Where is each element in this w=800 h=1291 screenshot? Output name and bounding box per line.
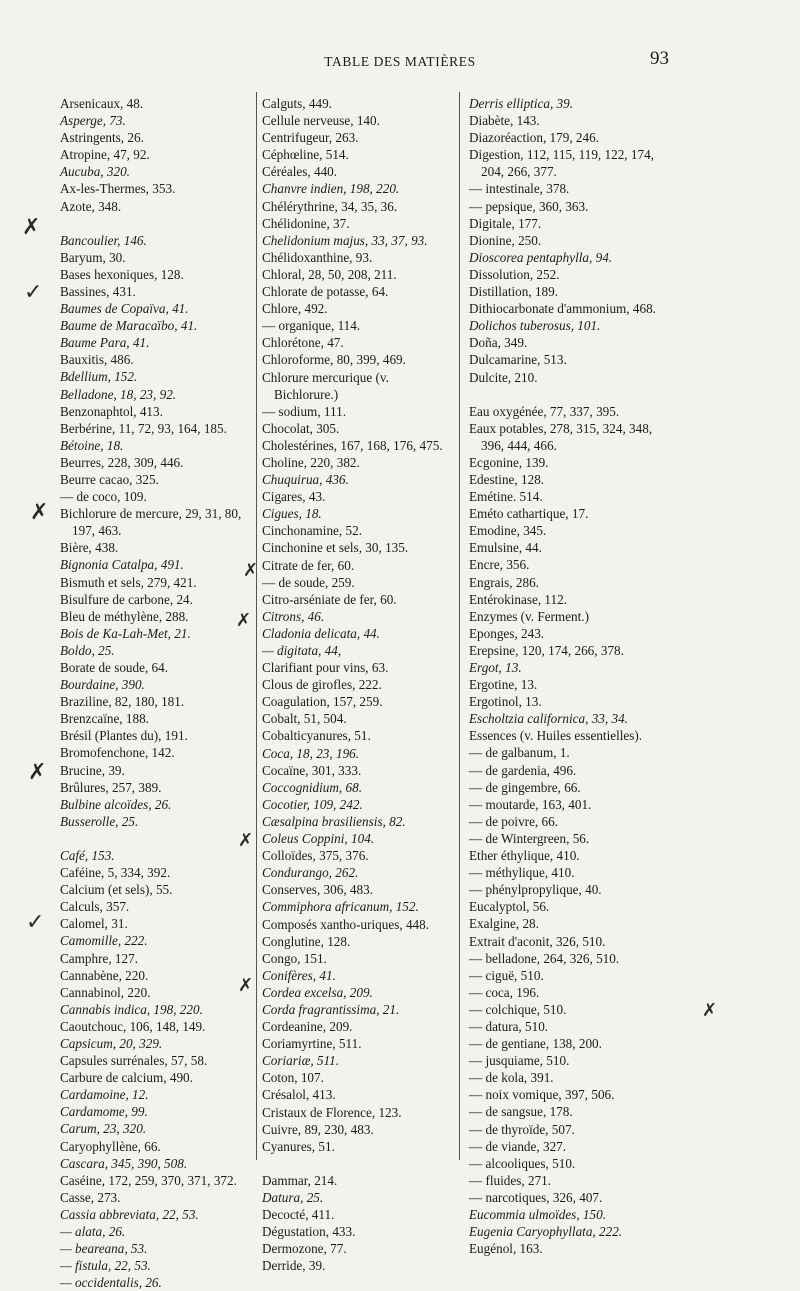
index-entry: Cigares, 43.	[262, 489, 326, 505]
page-header	[0, 48, 800, 72]
index-entry: Baumes de Copaïva, 41.	[60, 301, 189, 317]
index-entry: Diabète, 143.	[469, 113, 540, 129]
index-entry: Enzymes (v. Ferment.)	[469, 608, 589, 624]
index-entry: — colchique, 510.	[469, 1001, 567, 1017]
letter-section-gap	[262, 1155, 452, 1172]
index-entry: Dioscorea pentaphylla, 94.	[469, 249, 613, 265]
index-entry: — intestinale, 378.	[469, 181, 570, 197]
handwritten-check-mark: ✗	[30, 500, 49, 525]
index-entry: Aucuba, 320.	[60, 164, 130, 180]
index-entry: Chélidoxanthine, 93.	[262, 249, 373, 265]
index-entry: Essences (v. Huiles essentielles).	[469, 728, 643, 744]
index-entry: — narcotiques, 326, 407.	[469, 1189, 603, 1205]
index-entry: — de gardenia, 496.	[469, 762, 577, 778]
index-entry: Caryophyllène, 66.	[60, 1138, 161, 1154]
index-entry: Céphœline, 514.	[262, 147, 349, 163]
index-entry: Eucalyptol, 56.	[469, 899, 550, 915]
index-entry: Cladonia delicata, 44.	[262, 625, 380, 641]
index-entry: Chocolat, 305.	[262, 420, 340, 436]
index-entry: Café, 153.	[60, 847, 115, 863]
index-entry: — méthylique, 410.	[469, 865, 575, 881]
index-entry: Busserolle, 25.	[60, 813, 139, 829]
index-entry: Capsicum, 20, 329.	[60, 1035, 163, 1051]
index-entry: Ergot, 13.	[469, 660, 522, 675]
index-entry: Boldo, 25.	[60, 642, 115, 658]
index-entry: — digitata, 44,	[262, 643, 342, 658]
index-entry: Arsenicaux, 48.	[60, 96, 144, 111]
index-entry: Braziline, 82, 180, 181.	[60, 694, 185, 710]
index-entry: Bétoine, 18.	[60, 437, 124, 453]
index-entry: Dithiocarbonate d'ammonium, 468.	[469, 301, 656, 317]
index-entry: Extrait d'aconit, 326, 510.	[469, 933, 606, 949]
index-entry: Conserves, 306, 483.	[262, 882, 373, 898]
index-entry: Beurres, 228, 309, 446.	[60, 454, 184, 470]
index-entry: — de soude, 259.	[262, 574, 355, 590]
index-entry: Cyanures, 51.	[262, 1138, 335, 1154]
index-entry: Commiphora africanum, 152.	[262, 899, 419, 915]
index-entry: Camomille, 222.	[60, 933, 148, 949]
index-entry: — phénylpropylique, 40.	[469, 882, 602, 898]
index-entry: Eaux potables, 278, 315, 324, 348, 396, 444, 466.	[469, 420, 653, 453]
index-entry: Chelidonium majus, 33, 37, 93.	[262, 232, 428, 248]
index-entry: — de thyroïde, 507.	[469, 1121, 575, 1137]
index-entry: Brûlures, 257, 389.	[60, 779, 162, 795]
index-entry: Bdellium, 152.	[60, 369, 138, 385]
index-entry: Atropine, 47, 92.	[60, 147, 150, 163]
index-entry: Bleu de méthylène, 288.	[60, 608, 189, 624]
index-entry: — fluides, 271.	[469, 1172, 552, 1188]
index-entry: Bois de Ka-Lah-Met, 21.	[60, 625, 191, 641]
index-entry: Erepsine, 120, 174, 266, 378.	[469, 642, 624, 658]
column-divider	[256, 92, 257, 1160]
index-entry: Edestine, 128.	[469, 471, 545, 487]
column-divider	[459, 92, 460, 1160]
index-entry: Citrons, 46.	[262, 608, 325, 624]
letter-section-gap	[60, 830, 250, 847]
index-entry: Chlorétone, 47.	[262, 335, 344, 351]
handwritten-check-mark: ✗	[28, 760, 47, 785]
index-entry: Centrifugeur, 263.	[262, 130, 359, 146]
index-entry: Cannabène, 220.	[60, 967, 149, 983]
index-entry: Dulcite, 210.	[469, 369, 538, 385]
handwritten-check-mark: ✗	[22, 215, 41, 240]
index-entry: Eméto cathartique, 17.	[469, 506, 589, 522]
index-entry: Exalgine, 28.	[469, 916, 539, 932]
index-entry: Bisulfure de carbone, 24.	[60, 591, 193, 607]
index-entry: Bismuth et sels, 279, 421.	[60, 574, 197, 590]
index-entry: Cannabis indica, 198, 220.	[60, 1001, 203, 1017]
index-entry: Baryum, 30.	[60, 249, 126, 265]
index-entry: Cordea excelsa, 209.	[262, 984, 373, 1000]
handwritten-check-mark: ✓	[26, 910, 45, 935]
index-entry: Dissolution, 252.	[469, 266, 560, 282]
index-entry: Ecgonine, 139.	[469, 454, 549, 470]
index-entry: Chloroforme, 80, 399, 469.	[262, 352, 406, 368]
index-entry: — noix vomique, 397, 506.	[469, 1087, 615, 1103]
index-entry: Cellule nerveuse, 140.	[262, 113, 380, 129]
index-entry: Coriamyrtine, 511.	[262, 1036, 362, 1052]
index-entry: Belladone, 18, 23, 92.	[60, 386, 177, 402]
index-entry: — alata, 26.	[60, 1224, 126, 1239]
index-entry: Carbure de calcium, 490.	[60, 1070, 193, 1086]
index-entry: Emulsine, 44.	[469, 540, 542, 556]
index-entry: Bière, 438.	[60, 540, 119, 556]
index-entry: — ciguë, 510.	[469, 967, 544, 983]
page-number: 93	[650, 48, 669, 69]
index-entry: Doña, 349.	[469, 335, 528, 351]
index-entry: Cinchonine et sels, 30, 135.	[262, 540, 409, 556]
index-entry: — de coco, 109.	[60, 489, 147, 505]
index-entry: Digestion, 112, 115, 119, 122, 174, 204, 266, 377.	[469, 147, 654, 180]
index-entry: Encre, 356.	[469, 557, 530, 573]
index-entry: Bichlorure de mercure, 29, 31, 80, 197, 463.	[60, 506, 242, 539]
index-entry: Cobalticyanures, 51.	[262, 728, 371, 744]
index-entry: Eponges, 243.	[469, 625, 545, 641]
index-entry: — de poivre, 66.	[469, 813, 558, 829]
index-entry: Capsules surrénales, 57, 58.	[60, 1053, 208, 1069]
index-entry: Ether éthylique, 410.	[469, 848, 580, 864]
index-entry: — moutarde, 163, 401.	[469, 796, 592, 812]
index-entry: Bassines, 431.	[60, 283, 136, 299]
index-entry: Eugénol, 163.	[469, 1241, 543, 1257]
index-entry: Escholtzia californica, 33, 34.	[469, 711, 628, 727]
index-entry: Congo, 151.	[262, 950, 327, 966]
index-entry: Chélérythrine, 34, 35, 36.	[262, 198, 398, 214]
index-entry: Bulbine alcoïdes, 26.	[60, 796, 172, 812]
index-entry: Chélidonine, 37.	[262, 215, 350, 231]
index-entry: Bancoulier, 146.	[60, 232, 147, 248]
index-column-3	[469, 95, 661, 1257]
index-entry: Benzonaphtol, 413.	[60, 403, 163, 419]
index-entry: Citro-arséniate de fer, 60.	[262, 591, 397, 607]
index-entry: — de viande, 327.	[469, 1138, 567, 1154]
index-entry: Brucine, 39.	[60, 762, 125, 778]
index-entry: Cordeanine, 209.	[262, 1019, 353, 1035]
index-entry: Dermozone, 77.	[262, 1241, 347, 1257]
index-entry: Berbérine, 11, 72, 93, 164, 185.	[60, 420, 227, 436]
index-entry: Coton, 107.	[262, 1070, 324, 1086]
index-entry: Bauxitis, 486.	[60, 352, 134, 368]
index-entry: Borate de soude, 64.	[60, 660, 169, 675]
index-entry: Calculs, 357.	[60, 899, 130, 915]
index-entry: Caoutchouc, 106, 148, 149.	[60, 1018, 206, 1034]
index-entry: Datura, 25.	[262, 1189, 324, 1205]
index-entry: Asperge, 73.	[60, 113, 126, 129]
handwritten-check-mark: ✗	[238, 975, 254, 996]
index-column-1	[60, 95, 250, 1291]
index-entry: Chlorate de potasse, 64.	[262, 284, 389, 300]
index-entry: — fistula, 22, 53.	[60, 1258, 151, 1274]
index-entry: Cocotier, 109, 242.	[262, 796, 363, 812]
index-entry: — belladone, 264, 326, 510.	[469, 950, 620, 966]
index-entry: Choline, 220, 382.	[262, 454, 360, 470]
index-entry: Dionine, 250.	[469, 232, 542, 248]
index-column-2	[262, 95, 452, 1274]
handwritten-check-mark: ✗	[238, 830, 254, 851]
index-entry: — jusquiame, 510.	[469, 1053, 570, 1069]
index-entry: Chlorure mercurique (v. Bichlorure.)	[262, 369, 389, 402]
index-entry: Baume Para, 41.	[60, 335, 150, 351]
index-entry: Caféine, 5, 334, 392.	[60, 865, 171, 881]
index-entry: Cocaïne, 301, 333.	[262, 762, 362, 778]
handwritten-check-mark: ✗	[702, 1000, 718, 1021]
index-entry: — de kola, 391.	[469, 1070, 554, 1086]
index-entry: Cristaux de Florence, 123.	[262, 1104, 402, 1120]
index-entry: Cardamome, 99.	[60, 1104, 148, 1120]
index-entry: Céréales, 440.	[262, 164, 338, 180]
index-entry: Bourdaine, 390.	[60, 677, 145, 693]
index-entry: Emodine, 345.	[469, 523, 547, 539]
index-entry: Eucommia ulmoïdes, 150.	[469, 1207, 606, 1222]
index-entry: — organique, 114.	[262, 318, 361, 334]
index-entry: Beurre cacao, 325.	[60, 471, 159, 487]
index-entry: Engrais, 286.	[469, 574, 539, 590]
index-entry: Diazoréaction, 179, 246.	[469, 130, 600, 146]
index-entry: Cannabinol, 220.	[60, 984, 151, 1000]
index-entry: Ax-les-Thermes, 353.	[60, 181, 176, 197]
index-entry: Brésil (Plantes du), 191.	[60, 728, 188, 744]
index-entry: Bignonia Catalpa, 491.	[60, 557, 184, 573]
index-entry: Condurango, 262.	[262, 865, 359, 881]
index-entry: Emétine. 514.	[469, 489, 543, 505]
index-entry: Distillation, 189.	[469, 284, 559, 300]
index-entry: — datura, 510.	[469, 1018, 549, 1034]
index-entry: Cigues, 18.	[262, 506, 322, 522]
index-entry: Calomel, 31.	[60, 916, 128, 932]
index-entry: Citrate de fer, 60.	[262, 557, 355, 573]
index-entry: Entérokinase, 112.	[469, 591, 568, 607]
index-entry: Chlore, 492.	[262, 301, 328, 317]
index-entry: Baume de Maracaïbo, 41.	[60, 318, 198, 334]
index-entry: Cinchonamine, 52.	[262, 523, 362, 539]
index-entry: Bromofenchone, 142.	[60, 745, 175, 761]
index-entry: Coriariæ, 511.	[262, 1053, 340, 1069]
index-entry: Cobalt, 51, 504.	[262, 711, 347, 727]
index-entry: Dolichos tuberosus, 101.	[469, 318, 601, 334]
index-entry: Cascara, 345, 390, 508.	[60, 1155, 188, 1171]
handwritten-check-mark: ✗	[236, 610, 252, 631]
index-entry: Colloïdes, 375, 376.	[262, 848, 369, 864]
index-entry: Astringents, 26.	[60, 130, 144, 146]
index-entry: Dégustation, 433.	[262, 1224, 356, 1240]
index-entry: Camphre, 127.	[60, 950, 139, 966]
letter-section-gap	[469, 386, 661, 403]
index-entry: Corda fragrantissima, 21.	[262, 1001, 400, 1017]
index-entry: — de gentiane, 138, 200.	[469, 1036, 602, 1052]
index-entry: — occidentalis, 26.	[60, 1275, 162, 1291]
index-entry: Coccognidium, 68.	[262, 779, 362, 795]
index-entry: Caséine, 172, 259, 370, 371, 372.	[60, 1172, 237, 1188]
index-entry: Chloral, 28, 50, 208, 211.	[262, 266, 397, 282]
index-entry: — de galbanum, 1.	[469, 745, 570, 761]
index-entry: — de gingembre, 66.	[469, 779, 581, 795]
index-entry: Coca, 18, 23, 196.	[262, 745, 360, 761]
index-entry: Eugenia Caryophyllata, 222.	[469, 1224, 623, 1240]
index-entry: Decocté, 411.	[262, 1207, 335, 1222]
index-entry: Cæsalpina brasiliensis, 82.	[262, 813, 406, 829]
index-entry: Azote, 348.	[60, 198, 122, 214]
index-entry: Cholestérines, 167, 168, 176, 475.	[262, 437, 443, 453]
index-entry: — de Wintergreen, 56.	[469, 830, 590, 846]
index-entry: — alcooliques, 510.	[469, 1155, 576, 1171]
index-entry: — pepsique, 360, 363.	[469, 198, 589, 214]
index-entry: Coagulation, 157, 259.	[262, 694, 383, 710]
index-entry: — sodium, 111.	[262, 403, 347, 419]
index-entry: Chuquirua, 436.	[262, 472, 349, 488]
index-entry: Dulcamarine, 513.	[469, 352, 567, 368]
index-entry: Crésalol, 413.	[262, 1087, 336, 1103]
index-entry: Derride, 39.	[262, 1258, 326, 1274]
index-entry: Calcium (et sels), 55.	[60, 882, 173, 898]
index-entry: Chanvre indien, 198, 220.	[262, 181, 400, 197]
letter-section-gap	[60, 215, 250, 232]
index-entry: Conifères, 41.	[262, 967, 336, 983]
index-entry: Eau oxygénée, 77, 337, 395.	[469, 403, 620, 419]
index-entry: — beareana, 53.	[60, 1241, 148, 1257]
index-entry: Composés xantho-uriques, 448.	[262, 916, 430, 932]
index-entry: Calguts, 449.	[262, 96, 332, 111]
index-entry: Dammar, 214.	[262, 1172, 338, 1188]
index-entry: — de sangsue, 178.	[469, 1104, 573, 1120]
index-entry: Ergotine, 13.	[469, 677, 538, 693]
index-entry: Clarifiant pour vins, 63.	[262, 660, 389, 676]
index-entry: Bases hexoniques, 128.	[60, 266, 184, 282]
index-entry: — coca, 196.	[469, 984, 540, 1000]
index-entry: Cardamoine, 12.	[60, 1087, 149, 1103]
index-entry: Brenzcaïne, 188.	[60, 711, 149, 727]
index-entry: Carum, 23, 320.	[60, 1121, 147, 1137]
index-entry: Cassia abbreviata, 22, 53.	[60, 1206, 199, 1222]
index-entry: Digitale, 177.	[469, 215, 542, 231]
index-entry: Clous de girofles, 222.	[262, 677, 382, 693]
index-entry: Casse, 273.	[60, 1189, 121, 1205]
index-entry: Conglutine, 128.	[262, 933, 351, 949]
running-title: TABLE DES MATIÈRES	[324, 54, 476, 69]
index-entry: Coleus Coppini, 104.	[262, 831, 375, 847]
index-entry: Ergotinol, 13.	[469, 694, 542, 710]
index-entry: Cuivre, 89, 230, 483.	[262, 1121, 374, 1137]
index-entry: Derris elliptica, 39.	[469, 96, 574, 111]
handwritten-check-mark: ✓	[24, 280, 43, 305]
handwritten-check-mark: ✗	[243, 560, 259, 581]
